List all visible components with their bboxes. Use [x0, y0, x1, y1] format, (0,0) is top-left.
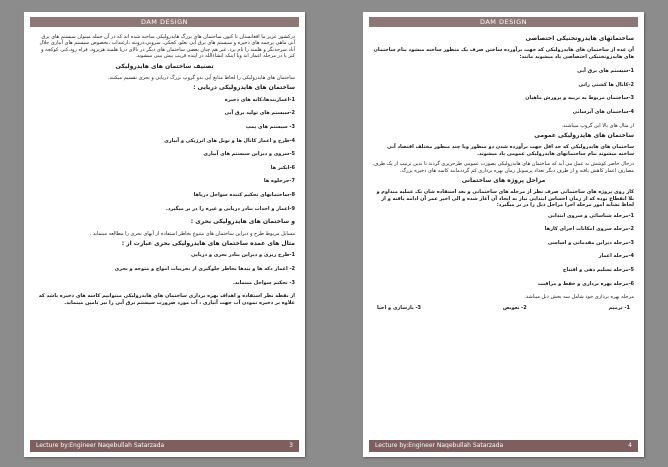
list-item: 1-طرح ریزی و دیزاین بنادر بحری و دریایی [190, 252, 295, 259]
list-item: 3-ساختمان مربوط به تربیه و پرورش ماهیان [525, 95, 634, 102]
page-content [34, 34, 295, 433]
section-heading: مراحل پروژه های ساختمانی [461, 177, 546, 185]
list-item: 1-سیستم های برق آبی [577, 68, 634, 75]
paragraph: کار روی پروژه های ساختمانی صرف نظر از مرحله های ساختمانی و بعد استفاده شان یک عملیه متداوم و بلا انقطاع بوده که از زمان احساس ابتدایی نیاز به ایجاد آن آغاز شده و الی اخیر عمر آن ادامه یافته و از لحاظ تشابه امور مرحله اجرا مراحل ذیل را در بر میگیرد: [376, 189, 634, 209]
section-heading: ساختمان های هایدرولیکی عمومی [534, 132, 634, 139]
page-number: 4 [628, 442, 632, 449]
section-heading: و ساختمان های هایدرولیکی بحری : [190, 218, 295, 226]
page-footer [369, 440, 638, 452]
paragraph: ساختمان های هایدرولیکی را لحاظ منابع آبی بدو گروپ بزرگ دریایی و بحری تقسیم میکنند. [107, 75, 295, 82]
list-item: 9-اعمار و احداث بنادر دریایی و غیره را در بر میگیرد. [166, 205, 295, 212]
page-number: 3 [289, 442, 293, 449]
sub-list [373, 305, 634, 311]
list-item: 7-جرجلوه ها [263, 178, 295, 185]
paragraph: مسایل مربوط طرح و دیزاین ساختمان های متنوع بخاطر استفاده از آبهای بحری را مطالعه مینماید . [89, 230, 295, 237]
paragraph: درحال حاضر کوشش به عمل می آید که ساختمان های هایدرولیکی بصورت عمومی طرحریزی گردند تا بدین ترتیب از یک طرف مصارف اعمار کاهش یافته و از طرف دیگر تعداد پرسونل زمان بهره برداری کم گرددمانند کاسه های ذخیره بزرگ. [373, 161, 634, 174]
sub-item: 2- تعویض [502, 304, 527, 311]
section-heading: مثال های عمده ساختمان های هایدرولیکی بحری عبارت از : [121, 240, 295, 247]
sub-item: 1- ترمیم [608, 304, 630, 311]
page-header: DAM DESIGN [369, 17, 638, 27]
list-item: 4-مرحله اعمار [598, 253, 634, 260]
page-header: DAM DESIGN [30, 17, 299, 27]
list-item: 4-ساختمان های آبرسانی [572, 109, 634, 115]
list-item: 3-مرحله دیزاین مقدماتی و اساسی [547, 239, 634, 246]
page-left [24, 12, 305, 457]
section-heading: ساختمانهای هایدروتخنیکی اختصاصی [525, 35, 634, 42]
list-item: 3- سیستم های پمپ [245, 124, 295, 131]
paragraph: مرحله بهره برداری خود شامل سه بخش ذیل میباشد. [524, 294, 634, 301]
paragraph: از نقطه نظر استفاده و اهداف بهره برداری ساختمان های هایدرولیکی میتوانیم کاسه های ذخیره باشد که علاوه بر ذخیره نمودن آب جهت آبیاری ، آب مورد ضرورت سیستم برق آبی را نیز تامین مینماید. [38, 293, 295, 306]
sub-item: 3- بازسازی و احیا [377, 304, 422, 311]
page-content [373, 34, 634, 433]
page-footer [30, 440, 299, 452]
intro-paragraph: درکشور عزیز ما افغانستان تا کنون ساختمان های بزرگ هایدرولیکی ساخته شده اند که در آن جمله میتوان سیستم های برق آبی ماهی پرچمه های ذخیره و سیستم های برق آبی نغلو، کجکی، سروبی،درونته ،ارغنداب ،بخصوص سیستم های آبیاری جلال آباد سرحدنگر و هلمند را نام برد. غیر هم چنان بعضی ساختمان های دیگر در بالای دریا هلمند هریرود، فراه رود،کنر، کوکچه و کنر با در مرحله اعمار اند ویا اینکه انشاءالله در اینده قریب پیش بینی میشوند. [39, 34, 295, 60]
section-heading: تصنیف ساختمان های هایدرولیکی [115, 62, 214, 70]
section-heading: ساختمان های هایدرولیکی دریایی : [193, 84, 295, 92]
list-item: 1-اعماربندها،کانه های ذخیره [224, 96, 295, 103]
list-item: 8-ساختمانهای تحکیم کننده سواحل دریاها [193, 192, 295, 198]
footer-lecturer: Lecture by:Engineer Naqebullah Satarzada [375, 442, 504, 449]
list-item: 2-کانال ها کشتی رانی [578, 81, 634, 88]
list-item: 2- اعمار دکه ها و بندها بخاطر جلوگیری از تخریبات امواج و متوجه و بحری [114, 266, 295, 272]
list-item: 6-مرحله بهره برداری و حفظ و مراقبت [537, 280, 634, 287]
list-item: 1-مرحله شناسائی و سروی ابتدایی [548, 212, 634, 219]
paragraph: از مثال های بالا این گروپ میباشند. [561, 122, 634, 129]
paragraph: آن عده از ساختمان های هایدرولیکی که جهت برآورده ساختن صرف یک منظور ساخته میشود بنام ساختمان های هایدروتخنیکی اختصاصی یاد میشوند مانند: [373, 47, 634, 60]
page-right [363, 12, 644, 457]
paragraph: ساختمان های هایدرولیکی که حد اقل جهت برآورده شدن دو منظور ویا چند منظور مختلف اقتصاد آبی ساخته میشوند بنام ساختمانهای هایدرولیکی عمومی یاد میشوند. [387, 144, 634, 157]
list-item: 4-طرح و اعمار کانال ها و تونل های انرژیکی و آبیاری [164, 137, 295, 144]
list-item: 2-سیستم های تولید برق آبی [224, 110, 295, 117]
list-item: 3- تحکیم سواحل مینماید. [232, 279, 295, 286]
list-item: 6-انکتر ها [270, 164, 295, 171]
footer-lecturer: Lecture by:Engineer Naqebullah Satarzada [36, 442, 165, 449]
list-item: 5-سروی و دیزاین سیستم های آبیاری [203, 151, 295, 158]
list-item: 2-مرحله سروی امکانات اجرای کارها [544, 226, 634, 233]
list-item: 5-مرحله تسلیم دهی و افتتاح [562, 267, 634, 274]
